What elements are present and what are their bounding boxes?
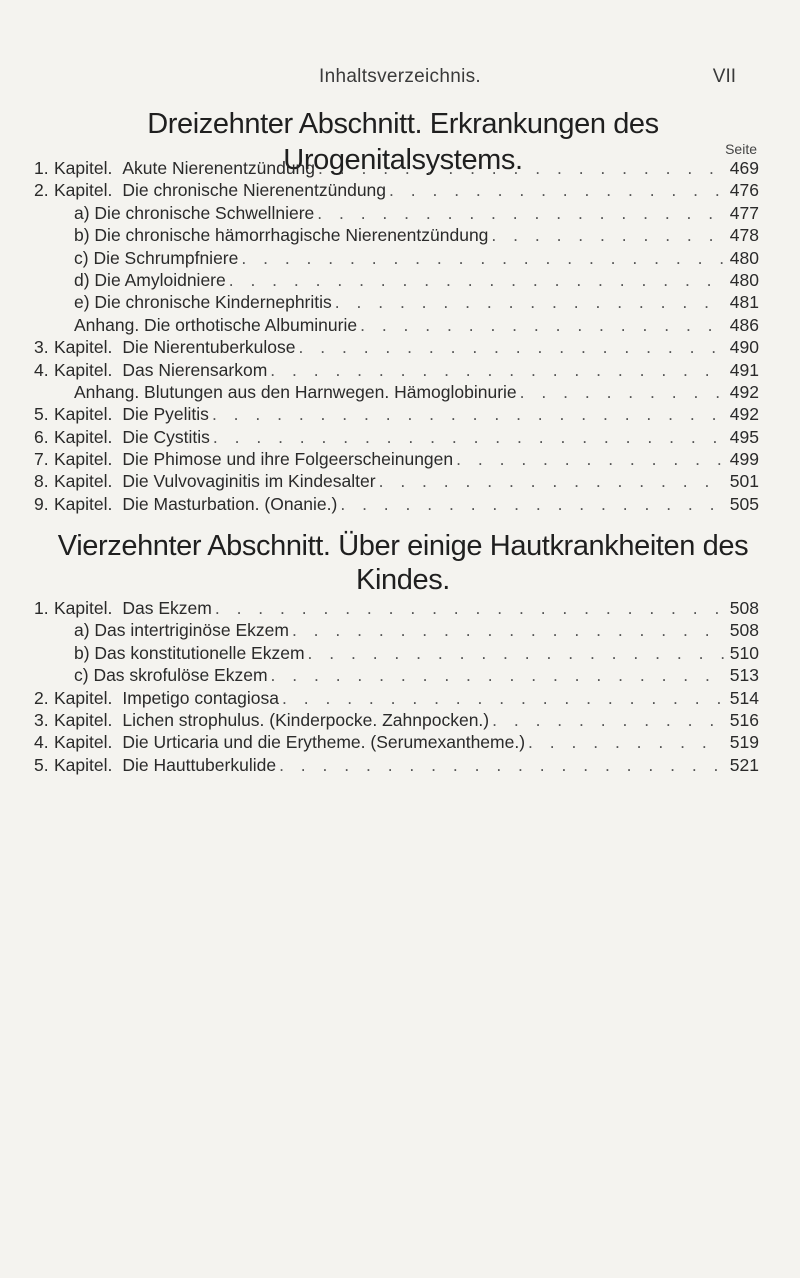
entry-title: Die Urticaria und die Erytheme. (Serumexantheme.) [122, 732, 526, 753]
section-14-title-line-2: Kindes. [356, 564, 450, 596]
dot-leader [279, 755, 724, 776]
entry-page: 501 [729, 471, 759, 492]
toc-list-section-14 [34, 598, 759, 777]
chapter-number: 3. [34, 337, 49, 358]
entry-title: b) Die chronische hämorrhagische Nierenentzündung [74, 225, 489, 246]
entry-page: 491 [729, 359, 759, 380]
entry-title: Die chronische Nierenentzündung [122, 180, 387, 201]
dot-leader [212, 404, 724, 425]
entry-page: 495 [729, 426, 759, 447]
chapter-label: Kapitel. [54, 158, 113, 178]
chapter-label: Kapitel. [54, 404, 113, 425]
section-13-title: Dreizehnter Abschnitt. Erkrankungen des Urogenitalsystems. [147, 108, 659, 176]
chapter-number: 5. [34, 404, 49, 425]
chapter-label: Kapitel. [54, 598, 113, 618]
toc-entry [34, 494, 759, 516]
entry-title: a) Das intertriginöse Ekzem [74, 620, 289, 641]
chapter-number: 1. [34, 598, 49, 618]
chapter-number: 7. [34, 449, 49, 470]
page-number: VII [712, 66, 736, 87]
dot-leader [317, 203, 724, 224]
dot-leader [528, 732, 724, 753]
toc-entry [34, 158, 759, 180]
chapter-number: 6. [34, 426, 49, 447]
entry-title: Die Cystitis [122, 426, 210, 447]
entry-page: 519 [729, 732, 759, 753]
running-title: Inhaltsverzeichnis. [319, 66, 481, 87]
dot-leader [241, 248, 724, 269]
chapter-label: Kapitel. [54, 337, 113, 358]
toc-list-section-13 [34, 158, 759, 516]
dot-leader [299, 337, 724, 358]
toc-subentry [34, 292, 759, 314]
toc-entry [34, 427, 759, 449]
chapter-number: 2. [34, 687, 49, 708]
dot-leader [229, 270, 724, 291]
chapter-number: 8. [34, 471, 49, 492]
entry-title: Akute Nierenentzündung [122, 158, 316, 178]
chapter-label: Kapitel. [54, 449, 113, 470]
entry-title: Impetigo contagiosa [122, 687, 280, 708]
toc-subentry [34, 665, 759, 687]
entry-page: 490 [729, 337, 759, 358]
chapter-label: Kapitel. [54, 493, 113, 514]
toc-subentry [34, 382, 759, 404]
dot-leader [282, 688, 724, 709]
chapter-number: 9. [34, 493, 49, 514]
entry-page: 469 [729, 158, 759, 178]
toc-entry [34, 449, 759, 471]
dot-leader [215, 598, 724, 619]
toc-entry [34, 688, 759, 710]
dot-leader [271, 665, 724, 686]
toc-entry [34, 755, 759, 777]
toc-entry [34, 598, 759, 620]
entry-title: Die Hauttuberkulide [122, 754, 277, 775]
chapter-label: Kapitel. [54, 180, 113, 201]
toc-subentry [34, 643, 759, 665]
entry-title: b) Das konstitutionelle Ekzem [74, 642, 305, 663]
chapter-label: Kapitel. [54, 426, 113, 447]
entry-title: Anhang. Blutungen aus den Harnwegen. Hämoglobinurie [74, 381, 517, 402]
entry-page: 481 [729, 292, 759, 313]
entry-page: 492 [729, 381, 759, 402]
toc-entry [34, 360, 759, 382]
dot-leader [360, 315, 724, 336]
chapter-label: Kapitel. [54, 754, 113, 775]
entry-title: Das Nierensarkom [122, 359, 268, 380]
chapter-label: Kapitel. [54, 471, 113, 492]
entry-page: 499 [729, 449, 759, 470]
entry-page: 513 [729, 665, 759, 686]
running-header [0, 66, 800, 96]
chapter-number: 4. [34, 732, 49, 753]
dot-leader [340, 494, 724, 515]
entry-title: Die Nierentuberkulose [122, 337, 296, 358]
toc-entry [34, 404, 759, 426]
dot-leader [292, 620, 724, 641]
dot-leader [318, 158, 724, 179]
entry-page: 508 [729, 598, 759, 618]
entry-page: 486 [729, 314, 759, 335]
chapter-number: 1. [34, 158, 49, 178]
dot-leader [491, 225, 724, 246]
dot-leader [308, 643, 724, 664]
entry-page: 516 [729, 709, 759, 730]
entry-page: 508 [729, 620, 759, 641]
chapter-label: Kapitel. [54, 709, 113, 730]
toc-entry [34, 337, 759, 359]
chapter-label: Kapitel. [54, 687, 113, 708]
entry-page: 480 [729, 247, 759, 268]
chapter-label: Kapitel. [54, 732, 113, 753]
toc-entry [34, 732, 759, 754]
toc-entry [34, 471, 759, 493]
dot-leader [520, 382, 724, 403]
toc-subentry [34, 315, 759, 337]
toc-entry [34, 180, 759, 202]
entry-page: 505 [729, 493, 759, 514]
toc-entry [34, 710, 759, 732]
toc-subentry [34, 225, 759, 247]
section-14-title-line-1: Vierzehnter Abschnitt. Über einige Hautkrankheiten des [57, 530, 749, 562]
chapter-number: 4. [34, 359, 49, 380]
dot-leader [213, 427, 724, 448]
seite-column-label: Seite [725, 141, 757, 157]
toc-subentry [34, 620, 759, 642]
entry-title: e) Die chronische Kindernephritis [74, 292, 332, 313]
entry-title: Die Vulvovaginitis im Kindesalter [122, 471, 376, 492]
entry-page: 492 [729, 404, 759, 425]
entry-page: 478 [729, 225, 759, 246]
entry-page: 480 [729, 269, 759, 290]
entry-title: Anhang. Die orthotische Albuminurie [74, 314, 358, 335]
chapter-number: 2. [34, 180, 49, 201]
entry-title: c) Das skrofulöse Ekzem [74, 665, 268, 686]
chapter-label: Kapitel. [54, 359, 113, 380]
dot-leader [492, 710, 724, 731]
entry-title: Das Ekzem [122, 598, 212, 618]
toc-subentry [34, 203, 759, 225]
entry-page: 477 [729, 202, 759, 223]
toc-subentry [34, 248, 759, 270]
entry-title: Die Pyelitis [122, 404, 209, 425]
entry-title: Lichen strophulus. (Kinderpocke. Zahnpocken.) [122, 709, 490, 730]
dot-leader [379, 471, 724, 492]
entry-title: c) Die Schrumpfniere [74, 247, 239, 268]
entry-page: 514 [729, 687, 759, 708]
entry-page: 510 [729, 642, 759, 663]
entry-page: 521 [729, 754, 759, 775]
entry-title: d) Die Amyloidniere [74, 269, 226, 290]
dot-leader [270, 360, 724, 381]
entry-title: a) Die chronische Schwellniere [74, 202, 315, 223]
toc-subentry [34, 270, 759, 292]
entry-page: 476 [729, 180, 759, 201]
dot-leader [335, 292, 724, 313]
dot-leader [389, 180, 724, 201]
dot-leader [456, 449, 724, 470]
chapter-number: 3. [34, 709, 49, 730]
entry-title: Die Masturbation. (Onanie.) [122, 493, 338, 514]
entry-title: Die Phimose und ihre Folgeerscheinungen [122, 449, 454, 470]
chapter-number: 5. [34, 754, 49, 775]
